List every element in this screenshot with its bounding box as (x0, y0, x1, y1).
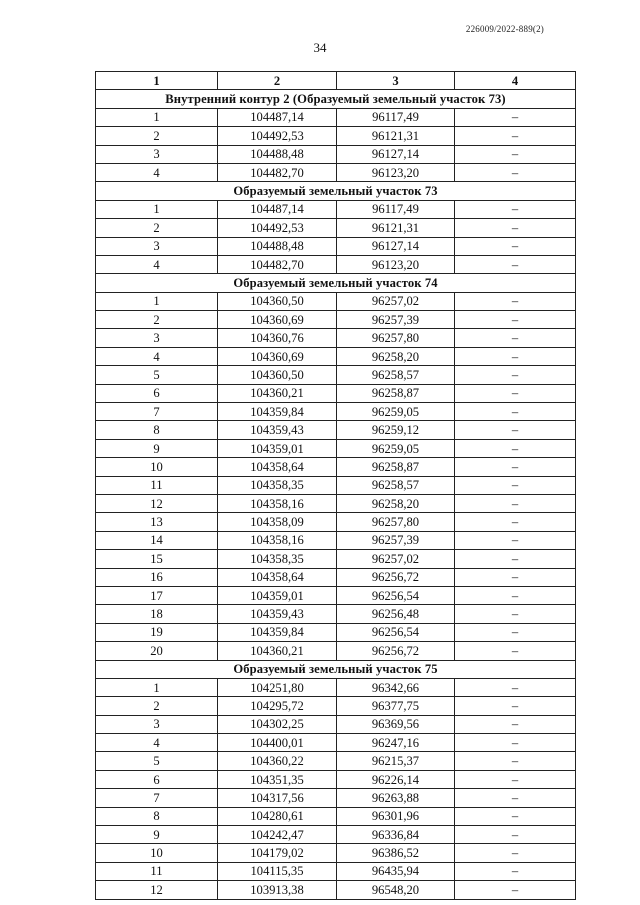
note-cell: – (455, 384, 576, 402)
coordinate-y: 96259,12 (337, 421, 455, 439)
note-cell: – (455, 494, 576, 512)
coordinate-x: 104358,64 (218, 568, 337, 586)
coordinate-x: 104360,76 (218, 329, 337, 347)
point-number: 2 (96, 311, 218, 329)
coordinate-x: 104360,50 (218, 366, 337, 384)
coordinate-x: 104295,72 (218, 697, 337, 715)
coordinate-x: 104359,84 (218, 403, 337, 421)
coordinate-x: 104488,48 (218, 145, 337, 163)
coordinate-y: 96386,52 (337, 844, 455, 862)
coordinate-x: 104482,70 (218, 163, 337, 181)
coordinate-y: 96127,14 (337, 145, 455, 163)
coordinate-x: 104358,35 (218, 476, 337, 494)
section-header-row (96, 90, 576, 108)
note-cell: – (455, 881, 576, 899)
point-number: 19 (96, 623, 218, 641)
coordinate-y: 96377,75 (337, 697, 455, 715)
coordinate-x: 104359,43 (218, 605, 337, 623)
coordinate-x: 104359,43 (218, 421, 337, 439)
note-cell: – (455, 789, 576, 807)
coordinate-y: 96258,20 (337, 494, 455, 512)
table-row (96, 550, 576, 568)
table-row (96, 292, 576, 310)
coordinate-y: 96123,20 (337, 255, 455, 273)
point-number: 6 (96, 770, 218, 788)
coordinate-x: 104359,01 (218, 586, 337, 604)
note-cell: – (455, 255, 576, 273)
coordinate-x: 104360,50 (218, 292, 337, 310)
coordinate-y: 96117,49 (337, 108, 455, 126)
coordinate-y: 96548,20 (337, 881, 455, 899)
coordinate-x: 104358,35 (218, 550, 337, 568)
point-number: 2 (96, 219, 218, 237)
note-cell: – (455, 200, 576, 218)
table-row (96, 219, 576, 237)
coordinate-y: 96256,72 (337, 642, 455, 660)
section-title: Внутренний контур 2 (Образуемый земельный участок 73) (96, 90, 576, 108)
table-row (96, 623, 576, 641)
coordinate-y: 96259,05 (337, 403, 455, 421)
coordinate-y: 96256,54 (337, 623, 455, 641)
point-number: 1 (96, 108, 218, 126)
coordinate-x: 104487,14 (218, 108, 337, 126)
table-row (96, 678, 576, 696)
point-number: 3 (96, 715, 218, 733)
table-body (96, 90, 576, 899)
table-row (96, 770, 576, 788)
table-row (96, 494, 576, 512)
point-number: 12 (96, 881, 218, 899)
coordinate-x: 104487,14 (218, 200, 337, 218)
coordinate-y: 96121,31 (337, 219, 455, 237)
table-row (96, 697, 576, 715)
point-number: 17 (96, 586, 218, 604)
coordinate-x: 104351,35 (218, 770, 337, 788)
table-row (96, 439, 576, 457)
coordinate-x: 104317,56 (218, 789, 337, 807)
coordinate-x: 104360,21 (218, 642, 337, 660)
note-cell: – (455, 145, 576, 163)
note-cell: – (455, 623, 576, 641)
point-number: 3 (96, 237, 218, 255)
coordinate-y: 96258,57 (337, 366, 455, 384)
note-cell: – (455, 642, 576, 660)
note-cell: – (455, 734, 576, 752)
point-number: 7 (96, 789, 218, 807)
note-cell: – (455, 605, 576, 623)
note-cell: – (455, 439, 576, 457)
coordinate-y: 96256,54 (337, 586, 455, 604)
table-row (96, 163, 576, 181)
coordinate-y: 96123,20 (337, 163, 455, 181)
point-number: 15 (96, 550, 218, 568)
point-number: 13 (96, 513, 218, 531)
table-row (96, 789, 576, 807)
point-number: 10 (96, 458, 218, 476)
note-cell: – (455, 219, 576, 237)
table-row (96, 311, 576, 329)
coordinate-y: 96258,87 (337, 458, 455, 476)
document-id: 226009/2022-889(2) (465, 24, 544, 34)
point-number: 9 (96, 826, 218, 844)
note-cell: – (455, 311, 576, 329)
header-row (96, 72, 576, 90)
column-header: 2 (218, 72, 337, 90)
note-cell: – (455, 568, 576, 586)
table-row (96, 366, 576, 384)
column-header: 3 (337, 72, 455, 90)
point-number: 12 (96, 494, 218, 512)
note-cell: – (455, 108, 576, 126)
table-row (96, 605, 576, 623)
coordinate-x: 104358,16 (218, 531, 337, 549)
coordinate-x: 104179,02 (218, 844, 337, 862)
note-cell: – (455, 862, 576, 880)
coordinate-y: 96258,57 (337, 476, 455, 494)
point-number: 5 (96, 752, 218, 770)
point-number: 4 (96, 163, 218, 181)
section-header-row (96, 660, 576, 678)
section-header-row (96, 274, 576, 292)
coordinate-x: 104359,84 (218, 623, 337, 641)
point-number: 11 (96, 862, 218, 880)
coordinate-y: 96117,49 (337, 200, 455, 218)
table-row (96, 513, 576, 531)
table-row (96, 734, 576, 752)
coordinate-x: 104492,53 (218, 219, 337, 237)
note-cell: – (455, 292, 576, 310)
point-number: 8 (96, 421, 218, 439)
page-number: 34 (313, 40, 327, 55)
point-number: 14 (96, 531, 218, 549)
note-cell: – (455, 163, 576, 181)
coordinate-x: 104358,09 (218, 513, 337, 531)
table-row (96, 108, 576, 126)
coordinate-x: 104358,16 (218, 494, 337, 512)
coordinate-x: 104492,53 (218, 127, 337, 145)
point-number: 2 (96, 697, 218, 715)
table-row (96, 145, 576, 163)
table-row (96, 807, 576, 825)
note-cell: – (455, 421, 576, 439)
point-number: 4 (96, 347, 218, 365)
coordinate-y: 96258,87 (337, 384, 455, 402)
note-cell: – (455, 237, 576, 255)
coordinate-x: 104488,48 (218, 237, 337, 255)
coordinates-table (95, 71, 576, 900)
table-row (96, 715, 576, 733)
point-number: 8 (96, 807, 218, 825)
point-number: 20 (96, 642, 218, 660)
coordinate-x: 104360,69 (218, 347, 337, 365)
coordinate-y: 96247,16 (337, 734, 455, 752)
coordinate-x: 104251,80 (218, 678, 337, 696)
note-cell: – (455, 458, 576, 476)
coordinate-x: 104302,25 (218, 715, 337, 733)
coordinate-y: 96226,14 (337, 770, 455, 788)
point-number: 1 (96, 678, 218, 696)
point-number: 16 (96, 568, 218, 586)
note-cell: – (455, 531, 576, 549)
coordinate-y: 96215,37 (337, 752, 455, 770)
coordinate-x: 103913,38 (218, 881, 337, 899)
table-row (96, 476, 576, 494)
table-row (96, 127, 576, 145)
point-number: 6 (96, 384, 218, 402)
table-row (96, 642, 576, 660)
coordinate-y: 96259,05 (337, 439, 455, 457)
coordinate-x: 104360,69 (218, 311, 337, 329)
note-cell: – (455, 329, 576, 347)
table-row (96, 844, 576, 862)
note-cell: – (455, 550, 576, 568)
point-number: 3 (96, 145, 218, 163)
table-row (96, 568, 576, 586)
note-cell: – (455, 715, 576, 733)
note-cell: – (455, 697, 576, 715)
table-row (96, 237, 576, 255)
table-row (96, 531, 576, 549)
coordinate-y: 96121,31 (337, 127, 455, 145)
coordinate-x: 104242,47 (218, 826, 337, 844)
section-header-row (96, 182, 576, 200)
coordinate-y: 96257,80 (337, 329, 455, 347)
coordinate-y: 96342,66 (337, 678, 455, 696)
coordinate-x: 104280,61 (218, 807, 337, 825)
note-cell: – (455, 403, 576, 421)
table-row (96, 458, 576, 476)
table-row (96, 200, 576, 218)
point-number: 2 (96, 127, 218, 145)
point-number: 4 (96, 734, 218, 752)
coordinate-y: 96258,20 (337, 347, 455, 365)
note-cell: – (455, 770, 576, 788)
coordinate-x: 104482,70 (218, 255, 337, 273)
point-number: 10 (96, 844, 218, 862)
table-row (96, 403, 576, 421)
section-title: Образуемый земельный участок 74 (96, 274, 576, 292)
coordinate-y: 96263,88 (337, 789, 455, 807)
note-cell: – (455, 807, 576, 825)
coordinate-y: 96257,02 (337, 550, 455, 568)
coordinate-x: 104359,01 (218, 439, 337, 457)
coordinate-x: 104400,01 (218, 734, 337, 752)
point-number: 5 (96, 366, 218, 384)
table-row (96, 586, 576, 604)
coordinate-x: 104358,64 (218, 458, 337, 476)
coordinate-x: 104360,21 (218, 384, 337, 402)
note-cell: – (455, 513, 576, 531)
coordinate-y: 96336,84 (337, 826, 455, 844)
column-header: 4 (455, 72, 576, 90)
column-header: 1 (96, 72, 218, 90)
point-number: 18 (96, 605, 218, 623)
point-number: 1 (96, 292, 218, 310)
note-cell: – (455, 366, 576, 384)
point-number: 7 (96, 403, 218, 421)
coordinate-y: 96257,02 (337, 292, 455, 310)
coordinate-y: 96257,39 (337, 531, 455, 549)
note-cell: – (455, 586, 576, 604)
coordinate-x: 104360,22 (218, 752, 337, 770)
table-row (96, 347, 576, 365)
coordinate-y: 96127,14 (337, 237, 455, 255)
table-row (96, 752, 576, 770)
point-number: 3 (96, 329, 218, 347)
coordinate-y: 96301,96 (337, 807, 455, 825)
point-number: 11 (96, 476, 218, 494)
coordinate-y: 96369,56 (337, 715, 455, 733)
table-row (96, 862, 576, 880)
note-cell: – (455, 752, 576, 770)
coordinate-x: 104115,35 (218, 862, 337, 880)
note-cell: – (455, 476, 576, 494)
note-cell: – (455, 844, 576, 862)
table-row (96, 421, 576, 439)
section-title: Образуемый земельный участок 73 (96, 182, 576, 200)
note-cell: – (455, 347, 576, 365)
point-number: 9 (96, 439, 218, 457)
note-cell: – (455, 127, 576, 145)
coordinate-y: 96257,39 (337, 311, 455, 329)
table-row (96, 881, 576, 899)
coordinate-y: 96257,80 (337, 513, 455, 531)
table-row (96, 826, 576, 844)
coordinate-y: 96256,48 (337, 605, 455, 623)
section-title: Образуемый земельный участок 75 (96, 660, 576, 678)
coordinate-y: 96256,72 (337, 568, 455, 586)
coordinate-y: 96435,94 (337, 862, 455, 880)
point-number: 1 (96, 200, 218, 218)
table-row (96, 329, 576, 347)
note-cell: – (455, 826, 576, 844)
point-number: 4 (96, 255, 218, 273)
table-row (96, 384, 576, 402)
table-row (96, 255, 576, 273)
note-cell: – (455, 678, 576, 696)
